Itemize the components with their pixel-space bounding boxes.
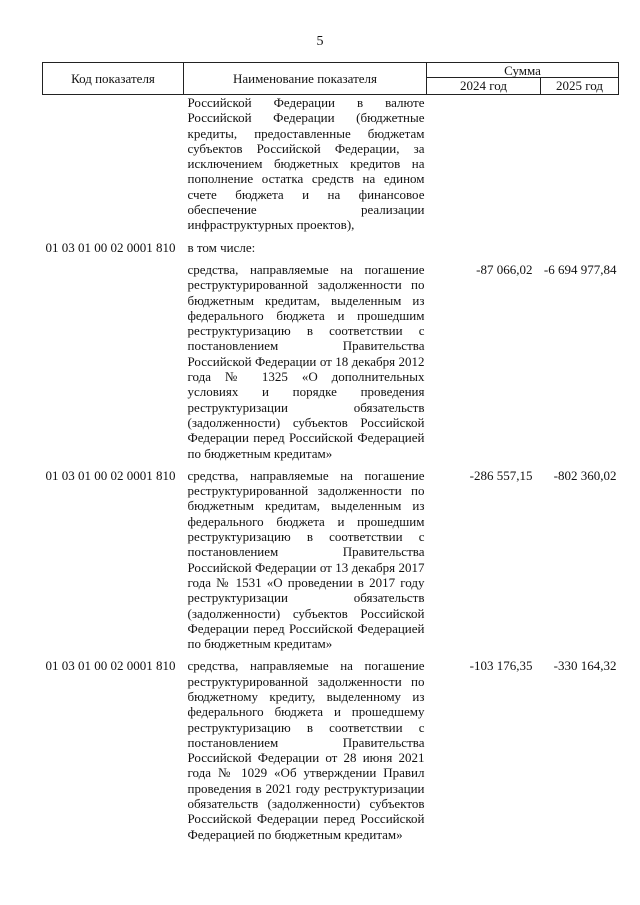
page-number: 5 [316, 34, 324, 49]
header-name: Наименование показателя [184, 63, 427, 95]
row-value-2025: -802 360,02 [553, 467, 617, 483]
table-header [43, 63, 619, 95]
row-name-text: в том числе: [187, 239, 256, 255]
row-value-2024 [427, 240, 541, 255]
row-name [184, 468, 427, 652]
row-value-2025: -6 694 977,84 [543, 261, 617, 277]
row-code [43, 262, 184, 461]
row-name-text: средства, направляемые на погашение реструктурированной задолженности по бюджетным кредитам, выделенным из федерального бюджета и прошедшим реструктуризацию в соответствии с постановлением Правительства Российской Федерации от 18 декабря 2012 года № 1325 «О дополнительных условиях и порядке проведения реструктуризации обязательств (задолженности) субъектов Российской Федерации перед Российской Федерацией по бюджетным кредитам» [187, 261, 425, 461]
row-value-2024 [427, 95, 541, 233]
table-row [43, 262, 619, 461]
row-code [43, 95, 184, 233]
table-row [43, 95, 619, 233]
row-code: 01 03 01 00 02 0001 810 [45, 467, 176, 483]
header-year-2025: 2025 год [541, 78, 619, 95]
table-row [43, 240, 619, 255]
header-code: Код показателя [43, 63, 184, 95]
row-name-text: средства, направляемые на погашение реструктурированной задолженности по бюджетным кредитам, выделенным из федерального бюджета и прошедшим реструктуризацию в соответствии с постановлением Правительства Российской Федерации от 13 декабря 2017 года № 1531 «О проведении в 2017 году реструктуризации обязательств (задолженности) субъектов Российской Федерации перед Российской Федерацией по бюджетным кредитам» [187, 467, 425, 652]
budget-table [42, 62, 619, 842]
row-value-2024: -286 557,15 [469, 467, 533, 483]
header-year-2024: 2024 год [427, 78, 541, 95]
header-sum: Сумма [427, 63, 619, 78]
row-code: 01 03 01 00 02 0001 810 [45, 658, 176, 674]
row-name [184, 240, 427, 255]
row-name [184, 95, 427, 233]
row-name-text: Российской Федерации в валюте Российской Федерации (бюджетные кредиты, предоставленные бюджетам субъектов Российской Федерации, за исключением бюджетных кредитов на пополнение остатка средств на едином счете бюджета и на финансовое обеспечение реализации инфраструктурных проектов), [187, 95, 425, 233]
row-name-text: средства, направляемые на погашение реструктурированной задолженности по бюджетному кредиту, выделенному из федерального бюджета и прошедшему реструктуризацию в соответствии с постановлением Правительства Российской Федерации от 28 июня 2021 года № 1029 «Об утверждении Правил проведения в 2021 году реструктуризации обязательств (задолженности) субъектов Российской Федерации перед Российской Федерацией по бюджетным кредитам» [187, 658, 425, 842]
row-value-2025: -330 164,32 [553, 658, 617, 674]
row-value-2024: -87 066,02 [476, 261, 533, 277]
table-row [43, 658, 619, 842]
table-body [43, 95, 619, 842]
row-value-2024: -103 176,35 [469, 658, 533, 674]
row-value-2025 [541, 95, 619, 233]
row-name [184, 262, 427, 461]
row-value-2025 [541, 240, 619, 255]
row-code: 01 03 01 00 02 0001 810 [45, 239, 176, 255]
row-name [184, 658, 427, 842]
table-row [43, 468, 619, 652]
